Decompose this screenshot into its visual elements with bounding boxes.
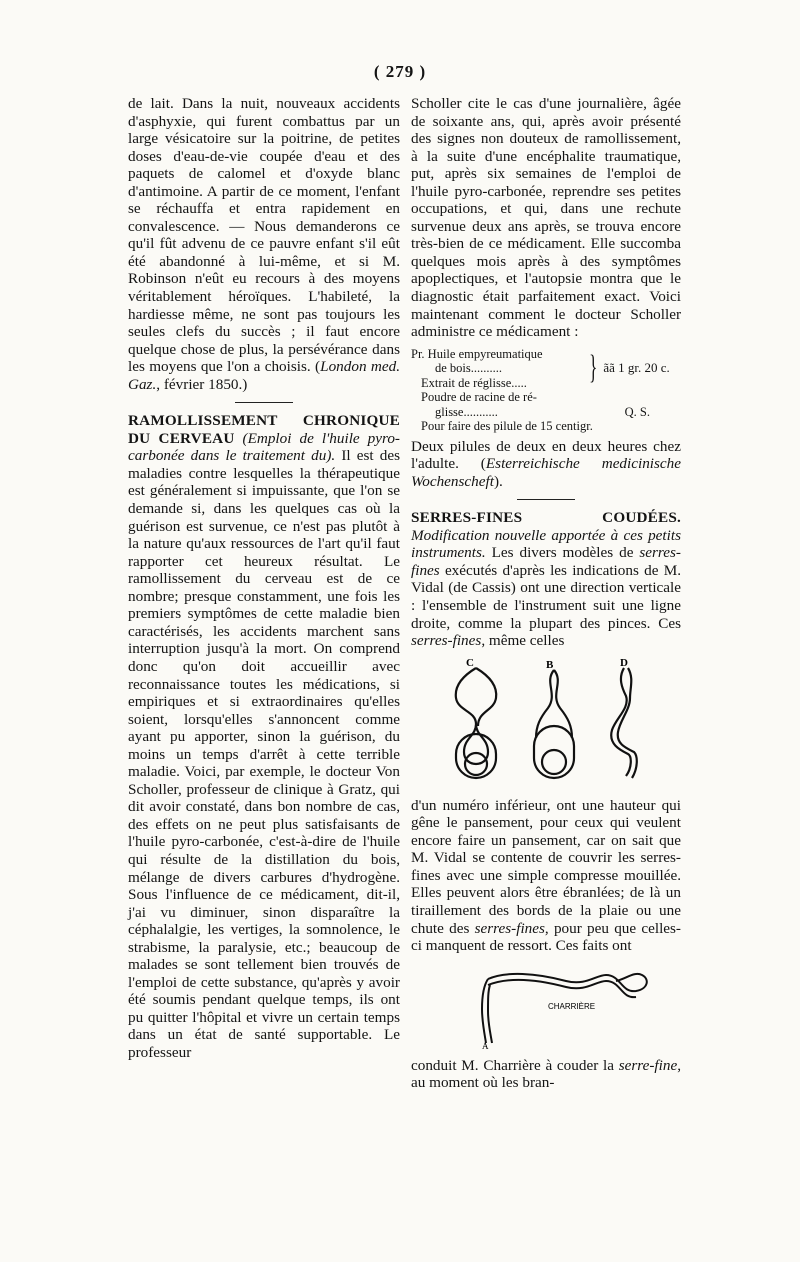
article-subheading: (Emploi de l'huile pyro-carbonée dans le traitement du). (128, 429, 400, 465)
article-intro (128, 412, 400, 1061)
prescription-ingredients (411, 347, 681, 391)
maker-stamp: CHARRIÈRE (548, 1001, 596, 1011)
prescription-line: Pr. Huile empyreumatique (411, 346, 543, 361)
article-heading: RAMOLLISSEMENT CHRONIQUE DU CERVEAU (128, 412, 400, 447)
citation: London med. Gaz. (128, 358, 400, 393)
paragraph-text: , même celles (481, 632, 565, 650)
article-heading: SERRES-FINES COUDÉES. (411, 509, 681, 527)
prescription-dose: ãã 1 gr. 20 c. (603, 360, 670, 376)
paragraph-text: exécutés d'après les indications de M. Vidal (de Cassis) ont une direction verticale : l'ensemble de l'instrument suit une ligne droite, comme la plupart des pinces. Ces (411, 561, 681, 632)
serres-fines-illustration (416, 656, 676, 791)
right-column (411, 95, 681, 1092)
figure-label: B (546, 658, 554, 671)
figure-label: D (620, 656, 628, 669)
prescription-line: Extrait de réglisse..... (421, 375, 527, 390)
left-column (128, 95, 400, 1062)
paragraph (411, 797, 681, 955)
paragraph-text: , au moment où les bran- (411, 1056, 681, 1092)
section-divider (235, 402, 293, 403)
italic-term: serres-fines (474, 919, 545, 937)
prescription-qs: Q. S. (624, 404, 650, 419)
page-number: ( 279 ) (373, 62, 427, 81)
prescription-line: Poudre de racine de ré- (421, 390, 537, 405)
prescription (411, 347, 681, 434)
prescription-line: Pour faire des pilule de 15 centigr. (421, 419, 593, 434)
figure-label: C (466, 656, 474, 669)
paragraph-text: d'un numéro inférieur, ont une hauteur qui gêne le pansement, pour ceux qui veulent encore faire un pansement, car on sait que M. Vidal se contente de couvrir les serres-fines avec une simple compresse mouillée. Elles peuvent alors être ébranlées; de là un tiraillement des bords de la plaie ou une chute des (411, 796, 681, 937)
paragraph-text: Il est des maladies contre lesquelles la thérapeutique est généralement si impuissante, que l'on se demande si, dans les quelques cas où la guérison est survenue, ce n'est pas plutôt à la nature qu'aux ressources de l'art qu'il faut rapporter cet heureux résultat. Le ramollissement du cerveau est de ce nombre; presque constamment, une fois les premiers symptômes de cette maladie bien caractérisés, les accidents marchent sans interruption jusqu'à la mort. On comprend donc qu'on doit accueillir avec reconnaissance toutes les médications, si empiriques et si extraordinaires qu'elles soient, lorsqu'elles s'annoncent comme ayant pu apporter, sinon la guérison, du moins un temps d'arrêt à cette terrible maladie. Voici, par exemple, le docteur Von Scholler, professeur de clinique à Gratz, qui dit avoir constaté, dans bon nombre de cas, des effets on ne peut plus satisfaisants de l'huile pyro-carbonée, c'est-à-dire de l'huile qui résulte de la distillation du bois, mélange de divers carbures d'hydrogène. Sous l'influence de ce médicament, dit-il, j'ai vu diminuer, sinon disparaître la céphalalgie, les vertiges, la somnolence, le strabisme, la paralysie, etc.; beaucoup de malades se sont tellement bien trouvés de l'emploi de cette substance, qu'après y avoir été soumis pendant quelque temps, ils ont pu quitter l'hôpital et vivre un certain temps dans un état de santé supportable. Le professeur (128, 447, 400, 1061)
prescription-qs-row (411, 405, 650, 420)
prescription-line: glisse........... (435, 404, 498, 419)
paragraph-text: , février 1850.) (156, 375, 248, 393)
paragraph: Scholler cite le cas d'une journalière, âgée de soixante ans, qui, après avoir présenté des signes non douteux de ramollissement, à la suite d'une encéphalite traumatique, put, après six semaines de l'emploi de l'huile pyro-carbonée, reprendre ses petites occupations, et qui, dans une rechute survenue deux ans après, se trouva encore très-bien de ce médicament. Elle succomba quelques mois après à des symptômes apoplectiques, et l'autopsie montra que le diagnostic était parfaitement exact. Voici maintenant comment le docteur Scholler administre ce médicament : (411, 95, 681, 341)
italic-term: serres-fines (411, 544, 681, 579)
paragraph-text: de lait. Dans la nuit, nouveaux accidents d'asphyxie, qui furent combattus par un large vésicatoire sur la poitrine, de petites doses d'eau-de-vie coupée d'eau et des paquets de calomel et d'oxyde blanc d'antimoine. A partir de ce moment, l'enfant se réchauffa et entra rapidement en convalescence. — Nous demanderons ce qu'il fût advenu de ce pauvre enfant s'il eût été abandonné à lui-même, et si M. Robinson n'eût eu recours à des moyens véritablement héroïques. L'habileté, la hardiesse même, ne sont pas toujours les seules clefs du succès ; il faut encore quelque chose de plus, la persévérance dans les moyens que l'on a choisis. ( (128, 95, 400, 376)
paragraph-text: , pour peu que celles-ci manquent de ressort. Ces faits ont (411, 919, 681, 955)
article-intro (411, 509, 681, 649)
article-subheading: Modification nouvelle apportée à ces petits instruments. (411, 526, 681, 562)
brace: } (589, 349, 598, 387)
paragraph-text: Les divers modèles de (491, 544, 640, 562)
figure-label: A (482, 1040, 489, 1051)
paragraph-text: ). (493, 472, 503, 490)
paragraph (411, 1057, 681, 1092)
italic-term: serre-fine (618, 1056, 678, 1074)
paragraph (128, 95, 400, 393)
paragraph-text: Deux pilules de deux en deux heures chez l'adulte. ( (411, 437, 681, 473)
section-divider (517, 499, 575, 500)
paragraph-text: conduit M. Charrière à couder la (411, 1056, 619, 1074)
italic-term: serres-fines (411, 632, 482, 650)
prescription-line: de bois.......... (435, 361, 503, 376)
prescription-items (411, 347, 583, 391)
bent-serre-fine-illustration (416, 961, 676, 1051)
citation: Esterreichische medicinische Wochenscheft (411, 455, 682, 490)
paragraph (411, 438, 681, 491)
